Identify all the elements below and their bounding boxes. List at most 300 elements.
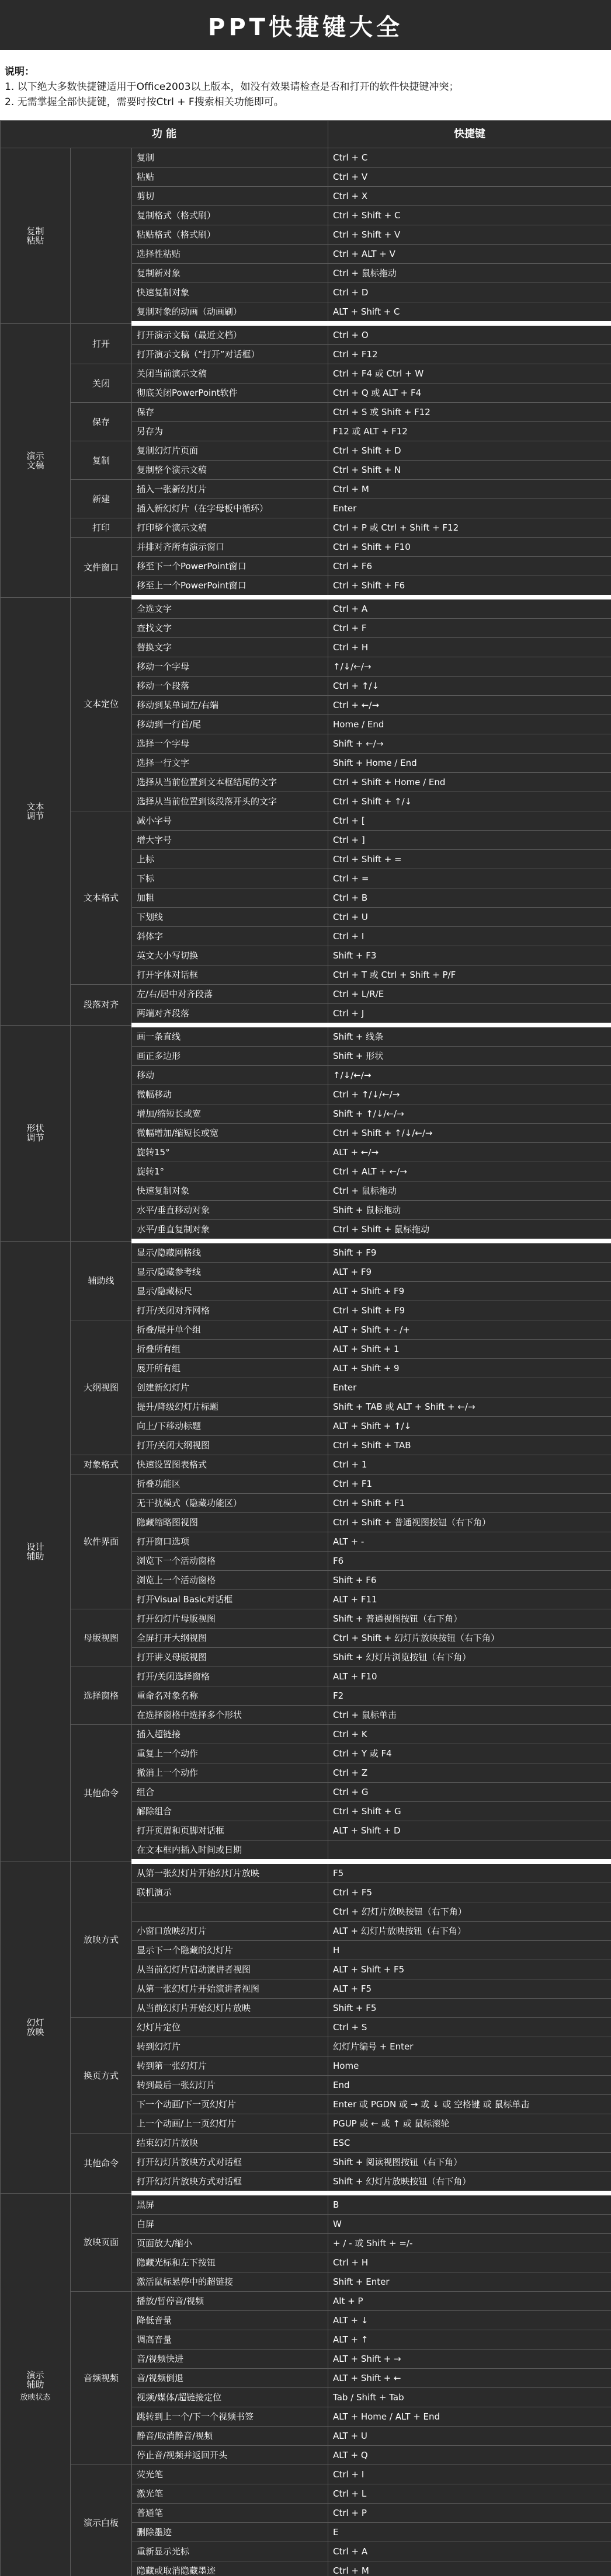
function-cell: 小窗口放映幻灯片 [132,1922,328,1941]
function-cell: 打开页眉和页脚对话框 [132,1821,328,1841]
subgroup-label: 对象格式 [71,1455,132,1475]
shortcut-cell: B [328,2193,611,2215]
shortcut-cell: Ctrl + O [328,323,611,345]
function-cell: 复制格式（格式刷） [132,206,328,225]
shortcut-cell: 幻灯片编号 + Enter [328,2037,611,2056]
subgroup-label: 打开 [71,323,132,364]
function-cell: 向上/下移动标题 [132,1417,328,1436]
section-category [1,1241,71,1862]
shortcut-cell: Ctrl + F [328,619,611,638]
shortcut-cell: Shift + Home / End [328,754,611,773]
shortcut-cell: Alt + P [328,2292,611,2311]
shortcut-cell: Ctrl + Shift + C [328,206,611,225]
function-cell: 幻灯片定位 [132,2018,328,2037]
function-cell: 浏览下一个活动窗格 [132,1552,328,1571]
shortcut-cell: ALT + Q [328,2446,611,2465]
subgroup-label: 放映页面 [71,2193,132,2292]
function-cell: 转到第一张幻灯片 [132,2056,328,2076]
shortcut-cell: Ctrl + 鼠标拖动 [328,264,611,283]
shortcut-cell: Ctrl + 1 [328,1455,611,1475]
function-cell: 微幅增加/缩短长或宽 [132,1124,328,1143]
notes [0,50,611,120]
shortcut-cell: Shift + 形状 [328,1047,611,1066]
function-cell: 打开Visual Basic对话框 [132,1590,328,1609]
function-cell: 打开幻灯片放映方式对话框 [132,2153,328,2172]
table-row [1,985,611,1004]
shortcut-cell: ALT + Shift + ← [328,2369,611,2388]
shortcut-cell: Ctrl + F1 [328,1475,611,1494]
table-row [1,480,611,499]
function-cell: 音/视频倒退 [132,2369,328,2388]
subgroup-label: 大纲视图 [71,1320,132,1455]
shortcut-cell: Ctrl + V [328,168,611,187]
shortcut-cell: Shift + 鼠标拖动 [328,1201,611,1220]
shortcut-cell: Shift + TAB 或 ALT + Shift + ←/→ [328,1397,611,1417]
shortcut-cell: Ctrl + Shift + ↑/↓ [328,792,611,811]
shortcut-cell: ESC [328,2134,611,2153]
function-cell: 复制对象的动画（动画刷） [132,302,328,324]
function-cell: 普通笔 [132,2504,328,2523]
shortcut-cell: Ctrl + A [328,2542,611,2561]
shortcut-cell: ALT + F10 [328,1667,611,1686]
subgroup-label: 选择窗格 [71,1667,132,1725]
section-category-label: 设计辅助 [26,1541,44,1561]
shortcut-cell: Ctrl + L/R/E [328,985,611,1004]
function-cell: 另存为 [132,422,328,441]
function-cell: 保存 [132,403,328,422]
shortcut-cell: Ctrl + C [328,148,611,168]
function-cell: 重新显示光标 [132,2542,328,2561]
function-cell: 打开幻灯片放映方式对话框 [132,2172,328,2194]
shortcut-cell: ALT + Shift + C [328,302,611,324]
section-category-label: 演示文稿 [26,450,44,470]
table-row [1,364,611,384]
function-cell: 复制 [132,148,328,168]
function-cell: 移至下一个PowerPoint窗口 [132,557,328,576]
function-cell: 选择一行文字 [132,754,328,773]
shortcut-cell: Ctrl + 鼠标单击 [328,1706,611,1725]
shortcut-cell: ALT + Shift + - /+ [328,1320,611,1340]
shortcut-cell: Ctrl + Shift + 普通视图按钮（右下角） [328,1513,611,1532]
shortcut-cell: Ctrl + Shift + F9 [328,1301,611,1320]
subgroup-label: 新建 [71,480,132,518]
shortcut-cell: ↑/↓/←/→ [328,657,611,677]
shortcut-cell: Ctrl + F6 [328,557,611,576]
function-cell: 选择一个字母 [132,734,328,754]
function-cell: 下一个动画/下一页幻灯片 [132,2095,328,2114]
function-cell: 展开所有组 [132,1359,328,1378]
function-cell: 复制整个演示文稿 [132,461,328,480]
function-cell: 剪切 [132,187,328,206]
function-cell: 折叠/展开单个组 [132,1320,328,1340]
shortcut-cell: Ctrl + ] [328,831,611,850]
function-cell: 无干扰模式（隐藏功能区） [132,1494,328,1513]
shortcut-cell: Ctrl + P 或 Ctrl + Shift + F12 [328,518,611,538]
section-category [1,2193,71,2576]
shortcut-cell: Ctrl + T 或 Ctrl + Shift + P/F [328,965,611,985]
shortcut-cell: Ctrl + Shift + V [328,225,611,245]
function-cell: 水平/垂直复制对象 [132,1220,328,1242]
function-cell: 调高音量 [132,2330,328,2350]
function-cell: 结束幻灯片放映 [132,2134,328,2153]
table-row [1,2134,611,2153]
function-cell: 复制新对象 [132,264,328,283]
subgroup-label: 保存 [71,403,132,441]
function-cell: 旋转1° [132,1162,328,1181]
shortcut-cell: ALT + ←/→ [328,1143,611,1162]
shortcut-cell: Ctrl + ←/→ [328,696,611,715]
function-cell: 插入超链接 [132,1725,328,1744]
function-cell: 插入新幻灯片（在字母板中循环） [132,499,328,518]
shortcut-cell: ALT + ↓ [328,2311,611,2330]
shortcut-cell: Ctrl + B [328,888,611,908]
page-title: PPT快捷键大全 [0,0,611,50]
function-cell: 显示/隐藏参考线 [132,1263,328,1282]
function-cell: 从当前幻灯片开始幻灯片放映 [132,1999,328,2018]
shortcut-cell: Ctrl + Shift + F6 [328,576,611,598]
shortcut-cell: Ctrl + U [328,908,611,927]
function-cell: 移至上一个PowerPoint窗口 [132,576,328,598]
function-cell: 粘贴格式（格式刷） [132,225,328,245]
table-row [1,148,611,168]
function-cell: 撤消上一个动作 [132,1763,328,1783]
table-row [1,597,611,619]
shortcut-cell: Ctrl + G [328,1783,611,1802]
shortcut-cell: Shift + F9 [328,1241,611,1263]
table-row [1,1862,611,1883]
function-cell: 粘贴 [132,168,328,187]
shortcut-cell: Ctrl + Shift + TAB [328,1436,611,1455]
shortcut-cell: Shift + 阅读视图按钮（右下角） [328,2153,611,2172]
section-category-label: 演示辅助 [26,2369,44,2390]
section-category-label: 复制粘贴 [26,225,44,246]
shortcut-cell: ALT + ↑ [328,2330,611,2350]
shortcut-cell: ALT + - [328,1532,611,1552]
function-cell: 插入一张新幻灯片 [132,480,328,499]
notes-line: 2. 无需掌握全部快捷键，需要时按Ctrl + F搜索相关功能即可。 [5,96,284,108]
shortcut-cell: Ctrl + S [328,2018,611,2037]
table-row [1,2018,611,2037]
shortcut-cell: Ctrl + Shift + = [328,850,611,869]
table-row [1,1025,611,1047]
shortcut-cell: Ctrl + Shift + G [328,1802,611,1821]
function-cell: 移动一个段落 [132,677,328,696]
shortcut-cell: Ctrl + Shift + D [328,441,611,461]
subgroup-label: 演示白板 [71,2465,132,2576]
subgroup-label: 其他命令 [71,2134,132,2194]
function-cell: 重复上一个动作 [132,1744,328,1763]
shortcut-cell: F12 或 ALT + F12 [328,422,611,441]
subgroup-label: 换页方式 [71,2018,132,2134]
table-row [1,538,611,557]
function-cell: 下标 [132,869,328,888]
table-header-row [1,121,611,148]
shortcut-cell: Shift + 线条 [328,1025,611,1047]
function-cell: 打开/关闭选择窗格 [132,1667,328,1686]
shortcut-cell: ALT + F11 [328,1590,611,1609]
function-cell: 隐藏缩略图视图 [132,1513,328,1532]
function-cell: 黑屏 [132,2193,328,2215]
section-category [1,597,71,1025]
shortcut-cell: ALT + Shift + F5 [328,1960,611,1979]
shortcut-cell: ALT + Shift + F9 [328,1282,611,1301]
function-cell: 降低音量 [132,2311,328,2330]
function-cell: 增加/缩短长或宽 [132,1104,328,1124]
function-cell: 打开演示文稿（最近文档） [132,323,328,345]
table-row [1,1455,611,1475]
shortcut-cell: Ctrl + Shift + F1 [328,1494,611,1513]
function-cell: 画一条直线 [132,1025,328,1047]
subgroup-label: 软件界面 [71,1475,132,1609]
shortcut-cell: ALT + 幻灯片放映按钮（右下角） [328,1922,611,1941]
function-cell: 选择从当前位置到该段落开头的文字 [132,792,328,811]
function-cell: 斜体字 [132,927,328,946]
function-cell: 从当前幻灯片启动演讲者视图 [132,1960,328,1979]
shortcut-cell: Ctrl + F5 [328,1883,611,1902]
shortcut-cell: Ctrl + Q 或 ALT + F4 [328,384,611,403]
shortcut-cell: H [328,1941,611,1960]
shortcut-cell: Ctrl + M [328,480,611,499]
function-cell: 创建新幻灯片 [132,1378,328,1397]
function-cell: 上标 [132,850,328,869]
shortcut-cell [328,1841,611,1862]
subgroup-label: 关闭 [71,364,132,403]
shortcut-cell: Ctrl + [ [328,811,611,831]
function-cell: 移动到一行首/尾 [132,715,328,734]
function-cell: 从第一张幻灯片开始幻灯片放映 [132,1862,328,1883]
section-category-label: 形状调节 [26,1123,44,1143]
function-cell: 重命名对象名称 [132,1686,328,1706]
function-cell: 从第一张幻灯片开始演讲者视图 [132,1979,328,1999]
function-cell: 移动 [132,1066,328,1085]
function-cell: 打印整个演示文稿 [132,518,328,538]
function-cell: 转到幻灯片 [132,2037,328,2056]
shortcut-cell: Ctrl + Shift + N [328,461,611,480]
section-category [1,148,71,324]
shortcut-cell: Ctrl + 鼠标拖动 [328,1181,611,1201]
subgroup-label: 辅助线 [71,1241,132,1320]
shortcut-cell: Ctrl + X [328,187,611,206]
function-cell: 两端对齐段落 [132,1004,328,1026]
function-cell: 播放/暂停音/视频 [132,2292,328,2311]
section-category [1,1025,71,1241]
function-cell: 显示/隐藏标尺 [132,1282,328,1301]
function-cell: 跳转到上一个/下一个视频书签 [132,2407,328,2427]
table-row [1,2292,611,2311]
section-category [1,1862,71,2193]
table-row [1,1725,611,1744]
table-row [1,518,611,538]
shortcut-cell: Ctrl + Y 或 F4 [328,1744,611,1763]
function-cell: 增大字号 [132,831,328,850]
function-cell: 折叠功能区 [132,1475,328,1494]
table-row [1,1241,611,1263]
function-cell: 静音/取消静音/视频 [132,2427,328,2446]
subgroup-label: 音频视频 [71,2292,132,2465]
shortcut-cell: Shift + ↑/↓/←/→ [328,1104,611,1124]
subgroup-label: 母版视图 [71,1609,132,1667]
function-cell: 在文本框内插入时间或日期 [132,1841,328,1862]
shortcut-cell: W [328,2215,611,2234]
function-cell: 全选文字 [132,597,328,619]
function-cell: 隐藏光标和左下按钮 [132,2253,328,2272]
function-cell: 隐藏或取消隐藏墨迹 [132,2561,328,2576]
function-cell: 打开/关闭大纲视图 [132,1436,328,1455]
function-cell: 复制幻灯片页面 [132,441,328,461]
shortcut-cell: Ctrl + = [328,869,611,888]
shortcut-cell: Ctrl + Shift + ↑/↓/←/→ [328,1124,611,1143]
function-cell: 荧光笔 [132,2465,328,2484]
function-cell: 折叠所有组 [132,1340,328,1359]
shortcut-cell: Enter [328,499,611,518]
shortcut-cell: Ctrl + 幻灯片放映按钮（右下角） [328,1902,611,1922]
shortcut-cell: Ctrl + I [328,927,611,946]
shortcut-cell: ↑/↓/←/→ [328,1066,611,1085]
function-cell: 画正多边形 [132,1047,328,1066]
subgroup-label [71,1025,132,1241]
table-row [1,403,611,422]
shortcut-cell: Ctrl + ALT + ←/→ [328,1162,611,1181]
function-cell: 关闭当前演示文稿 [132,364,328,384]
notes-line: 1. 以下绝大多数快捷键适用于Office2003以上版本，如没有效果请检查是否和打开的软件快捷键冲突； [5,81,459,93]
subgroup-label: 段落对齐 [71,985,132,1026]
section-category-note: 放映状态 [20,2393,51,2402]
table-row [1,1320,611,1340]
shortcut-cell: Shift + 幻灯片放映按钮（右下角） [328,2172,611,2194]
subgroup-label: 文件窗口 [71,538,132,598]
function-cell: 选择从当前位置到文本框结尾的文字 [132,773,328,792]
shortcut-cell: Ctrl + D [328,283,611,302]
function-cell: 打开窗口选项 [132,1532,328,1552]
function-cell: 全屏打开大纲视图 [132,1629,328,1648]
function-cell: 打开演示文稿（“打开”对话框） [132,345,328,364]
shortcut-cell: Ctrl + H [328,638,611,657]
function-cell: 微幅移动 [132,1085,328,1104]
shortcut-cell: Ctrl + I [328,2465,611,2484]
function-cell: 快速设置图表格式 [132,1455,328,1475]
shortcut-cell: ALT + F9 [328,1263,611,1282]
function-cell: 激活鼠标悬停中的超链接 [132,2272,328,2292]
section-category-label: 幻灯放映 [26,2017,44,2037]
subgroup-label: 文本格式 [71,811,132,985]
shortcut-cell: Ctrl + H [328,2253,611,2272]
shortcut-cell: Ctrl + ↑/↓/←/→ [328,1085,611,1104]
function-cell: 上一个动画/上一页幻灯片 [132,2114,328,2134]
function-cell: 打开讲义母版视图 [132,1648,328,1667]
function-cell: 删除墨迹 [132,2523,328,2542]
shortcut-cell: F5 [328,1862,611,1883]
shortcut-cell: ALT + Shift + → [328,2350,611,2369]
function-cell: 组合 [132,1783,328,1802]
shortcut-cell: ALT + Home / ALT + End [328,2407,611,2427]
shortcut-cell: + / - 或 Shift + =/- [328,2234,611,2253]
shortcut-cell: ALT + Shift + 9 [328,1359,611,1378]
function-cell: 减小字号 [132,811,328,831]
shortcut-cell: Ctrl + Shift + Home / End [328,773,611,792]
shortcut-cell: Ctrl + F4 或 Ctrl + W [328,364,611,384]
function-cell: 转到最后一张幻灯片 [132,2076,328,2095]
shortcut-cell: Ctrl + Shift + 鼠标拖动 [328,1220,611,1242]
shortcut-cell: Ctrl + A [328,597,611,619]
shortcut-cell: Enter 或 PGDN 或 → 或 ↓ 或 空格键 或 鼠标单击 [328,2095,611,2114]
function-cell: 加粗 [132,888,328,908]
table-row [1,1609,611,1629]
table-row [1,811,611,831]
table-body [1,148,611,2576]
function-cell: 打开幻灯片母版视图 [132,1609,328,1629]
function-cell: 左/右/居中对齐段落 [132,985,328,1004]
shortcut-cell: E [328,2523,611,2542]
shortcut-cell: Ctrl + P [328,2504,611,2523]
function-cell: 显示下一个隐藏的幻灯片 [132,1941,328,1960]
function-cell: 彻底关闭PowerPoint软件 [132,384,328,403]
shortcut-cell: Home / End [328,715,611,734]
shortcut-cell: Ctrl + L [328,2484,611,2504]
subgroup-label: 其他命令 [71,1725,132,1862]
function-cell: 显示/隐藏网格线 [132,1241,328,1263]
table-row [1,2193,611,2215]
shortcut-cell: Ctrl + ↑/↓ [328,677,611,696]
section-category-label: 文本调节 [26,801,44,821]
shortcut-cell: ALT + F5 [328,1979,611,1999]
shortcut-cell: ALT + Shift + 1 [328,1340,611,1359]
shortcut-cell: Shift + F3 [328,946,611,965]
shortcut-table [0,120,611,2576]
shortcut-cell: Shift + F6 [328,1571,611,1590]
table-row [1,1667,611,1686]
function-cell [132,1902,328,1922]
function-cell: 快速复制对象 [132,1181,328,1201]
shortcut-cell: Ctrl + Shift + F10 [328,538,611,557]
function-cell: 英文大小写切换 [132,946,328,965]
subgroup-label: 复制 [71,441,132,480]
function-cell: 移动到某单词左/右端 [132,696,328,715]
function-cell: 快速复制对象 [132,283,328,302]
section-category [1,323,71,597]
shortcut-cell: Enter [328,1378,611,1397]
table-row [1,1475,611,1494]
shortcut-cell: End [328,2076,611,2095]
shortcut-cell: Ctrl + F12 [328,345,611,364]
shortcut-cell: F2 [328,1686,611,1706]
notes-heading: 说明： [5,66,34,78]
shortcut-cell: Shift + 普通视图按钮（右下角） [328,1609,611,1629]
header-shortcut: 快捷键 [328,121,611,148]
shortcut-cell: Ctrl + S 或 Shift + F12 [328,403,611,422]
subgroup-label [71,148,132,324]
shortcut-cell: Ctrl + M [328,2561,611,2576]
shortcut-cell: PGUP 或 ← 或 ↑ 或 鼠标滚轮 [328,2114,611,2134]
shortcut-cell: Ctrl + ALT + V [328,245,611,264]
shortcut-cell: Shift + ←/→ [328,734,611,754]
shortcut-cell: Ctrl + Z [328,1763,611,1783]
function-cell: 联机演示 [132,1883,328,1902]
shortcut-cell: Shift + Enter [328,2272,611,2292]
shortcut-cell: ALT + U [328,2427,611,2446]
shortcut-cell: Shift + F5 [328,1999,611,2018]
function-cell: 并排对齐所有演示窗口 [132,538,328,557]
table-row [1,2465,611,2484]
function-cell: 提升/降级幻灯片标题 [132,1397,328,1417]
shortcut-cell: Ctrl + K [328,1725,611,1744]
shortcut-cell: Home [328,2056,611,2076]
shortcut-cell: Tab / Shift + Tab [328,2388,611,2407]
function-cell: 解除组合 [132,1802,328,1821]
function-cell: 移动一个字母 [132,657,328,677]
function-cell: 浏览上一个活动窗格 [132,1571,328,1590]
header-function: 功 能 [1,121,328,148]
subgroup-label: 放映方式 [71,1862,132,2018]
